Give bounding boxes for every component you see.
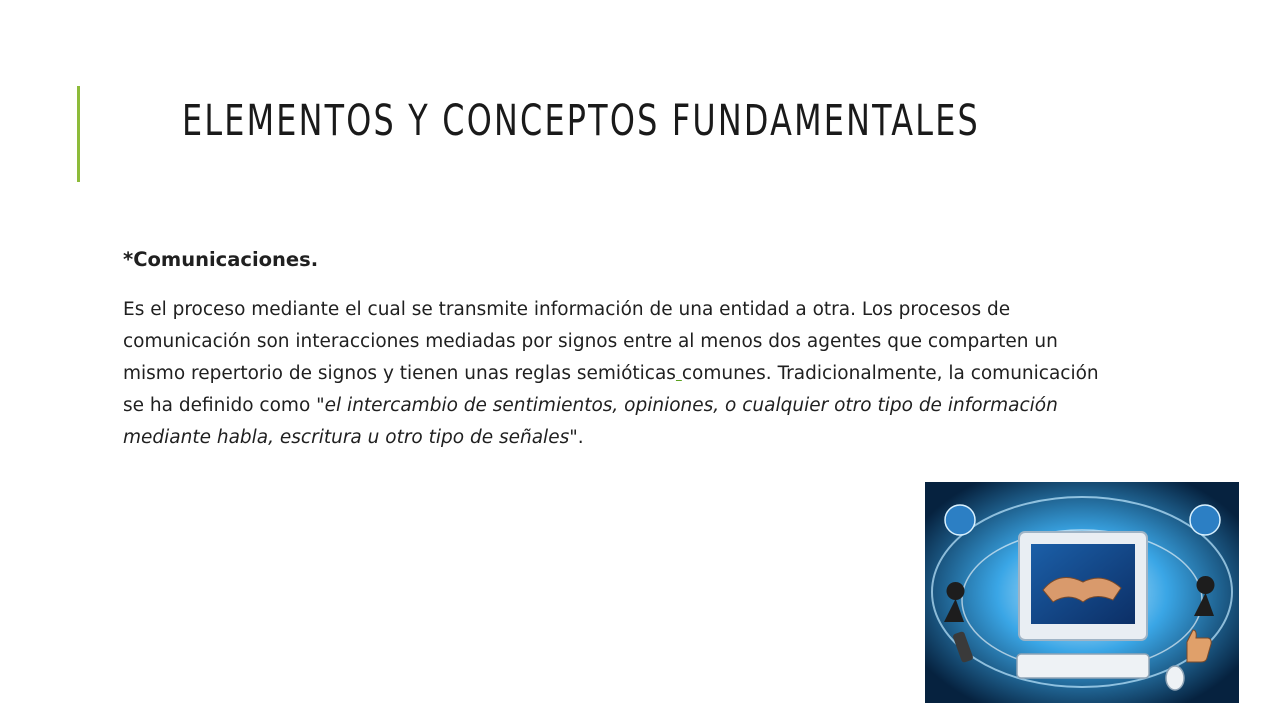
title-accent-bar [77,86,80,182]
slide-title: ELEMENTOS Y CONCEPTOS FUNDAMENTALES [182,96,980,146]
mouse [1166,666,1184,690]
handshake-icon [1043,578,1121,603]
globe-icon [945,505,975,535]
globe-icon [1190,505,1220,535]
body-text-mid: comunes. Tradicionalmente, la comunicación se ha definido como " [123,363,1099,416]
body-text-end: ". [569,427,584,448]
body-text-lead: Es el proceso mediante el cual se transmite información de una entidad a otra. Los procesos de comunicación son interacciones mediadas por signos entre al menos dos agentes que comparten un mismo repertorio de signos y tienen unas reglas semióticas [123,299,1058,384]
section-heading: *Comunicaciones. [123,248,319,271]
body-paragraph [123,294,1113,454]
communication-illustration [925,482,1239,703]
keyboard [1017,654,1149,678]
body-quote: el intercambio de sentimientos, opiniones, o cualquier otro tipo de información mediante habla, escritura u otro tipo de señales [123,395,1058,448]
